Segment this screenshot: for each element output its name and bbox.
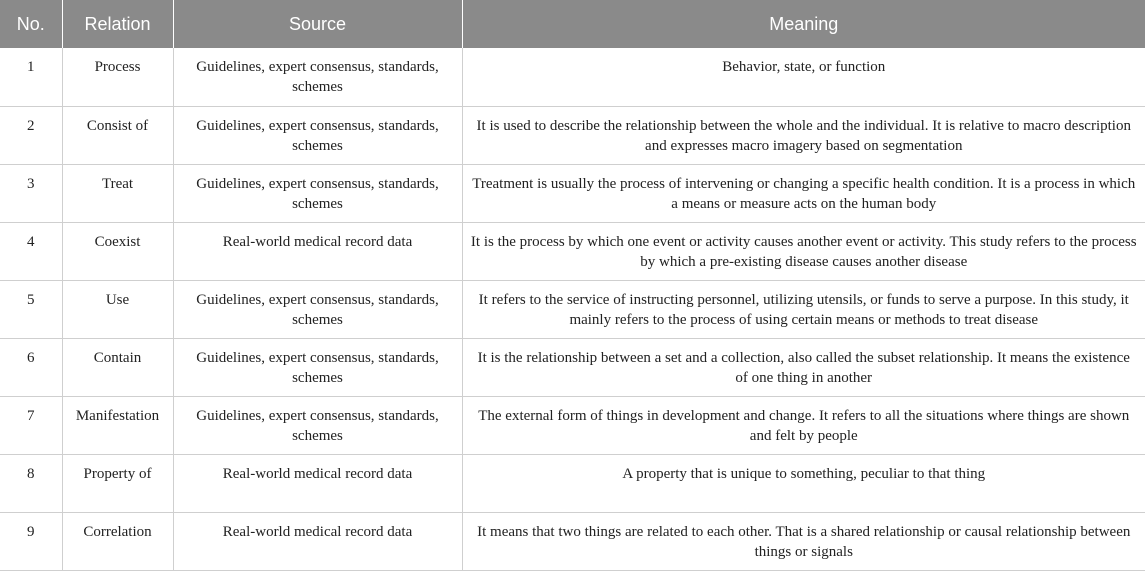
cell-meaning: It is used to describe the relationship between the whole and the individual. It is relative to macro description and expresses macro imagery based on segmentation <box>462 106 1145 164</box>
cell-relation: Manifestation <box>62 396 173 454</box>
cell-source: Real-world medical record data <box>173 512 462 570</box>
cell-source: Real-world medical record data <box>173 454 462 512</box>
table-header <box>0 0 1145 48</box>
cell-relation: Contain <box>62 338 173 396</box>
cell-relation: Property of <box>62 454 173 512</box>
table-row <box>0 454 1145 512</box>
table-row <box>0 48 1145 106</box>
cell-relation: Process <box>62 48 173 106</box>
table-row <box>0 512 1145 570</box>
table-row <box>0 280 1145 338</box>
cell-source: Guidelines, expert consensus, standards, schemes <box>173 396 462 454</box>
cell-no: 9 <box>0 512 62 570</box>
cell-relation: Consist of <box>62 106 173 164</box>
cell-source: Guidelines, expert consensus, standards, schemes <box>173 280 462 338</box>
cell-source: Guidelines, expert consensus, standards, schemes <box>173 48 462 106</box>
cell-relation: Correlation <box>62 512 173 570</box>
cell-relation: Use <box>62 280 173 338</box>
cell-no: 4 <box>0 222 62 280</box>
header-row <box>0 0 1145 48</box>
cell-no: 5 <box>0 280 62 338</box>
header-relation: Relation <box>62 0 173 48</box>
header-source: Source <box>173 0 462 48</box>
cell-meaning: It is the relationship between a set and a collection, also called the subset relationship. It means the existence of one thing in another <box>462 338 1145 396</box>
table-row <box>0 106 1145 164</box>
table-row <box>0 164 1145 222</box>
table-row <box>0 222 1145 280</box>
table-row <box>0 396 1145 454</box>
cell-source: Real-world medical record data <box>173 222 462 280</box>
cell-source: Guidelines, expert consensus, standards, schemes <box>173 338 462 396</box>
cell-source: Guidelines, expert consensus, standards, schemes <box>173 164 462 222</box>
header-no: No. <box>0 0 62 48</box>
cell-source: Guidelines, expert consensus, standards, schemes <box>173 106 462 164</box>
cell-no: 3 <box>0 164 62 222</box>
cell-meaning: The external form of things in development and change. It refers to all the situations where things are shown and felt by people <box>462 396 1145 454</box>
cell-meaning: It refers to the service of instructing personnel, utilizing utensils, or funds to serve a purpose. In this study, it mainly refers to the process of using certain means or methods to treat disease <box>462 280 1145 338</box>
cell-no: 8 <box>0 454 62 512</box>
cell-no: 2 <box>0 106 62 164</box>
cell-no: 6 <box>0 338 62 396</box>
cell-meaning: It means that two things are related to each other. That is a shared relationship or causal relationship between things or signals <box>462 512 1145 570</box>
cell-meaning: Behavior, state, or function <box>462 48 1145 106</box>
cell-meaning: It is the process by which one event or activity causes another event or activity. This study refers to the process by which a pre-existing disease causes another disease <box>462 222 1145 280</box>
cell-no: 1 <box>0 48 62 106</box>
table-body <box>0 48 1145 570</box>
cell-meaning: Treatment is usually the process of intervening or changing a specific health condition. It is a process in which a means or measure acts on the human body <box>462 164 1145 222</box>
cell-relation: Treat <box>62 164 173 222</box>
cell-relation: Coexist <box>62 222 173 280</box>
cell-meaning: A property that is unique to something, peculiar to that thing <box>462 454 1145 512</box>
cell-no: 7 <box>0 396 62 454</box>
header-meaning: Meaning <box>462 0 1145 48</box>
table-row <box>0 338 1145 396</box>
